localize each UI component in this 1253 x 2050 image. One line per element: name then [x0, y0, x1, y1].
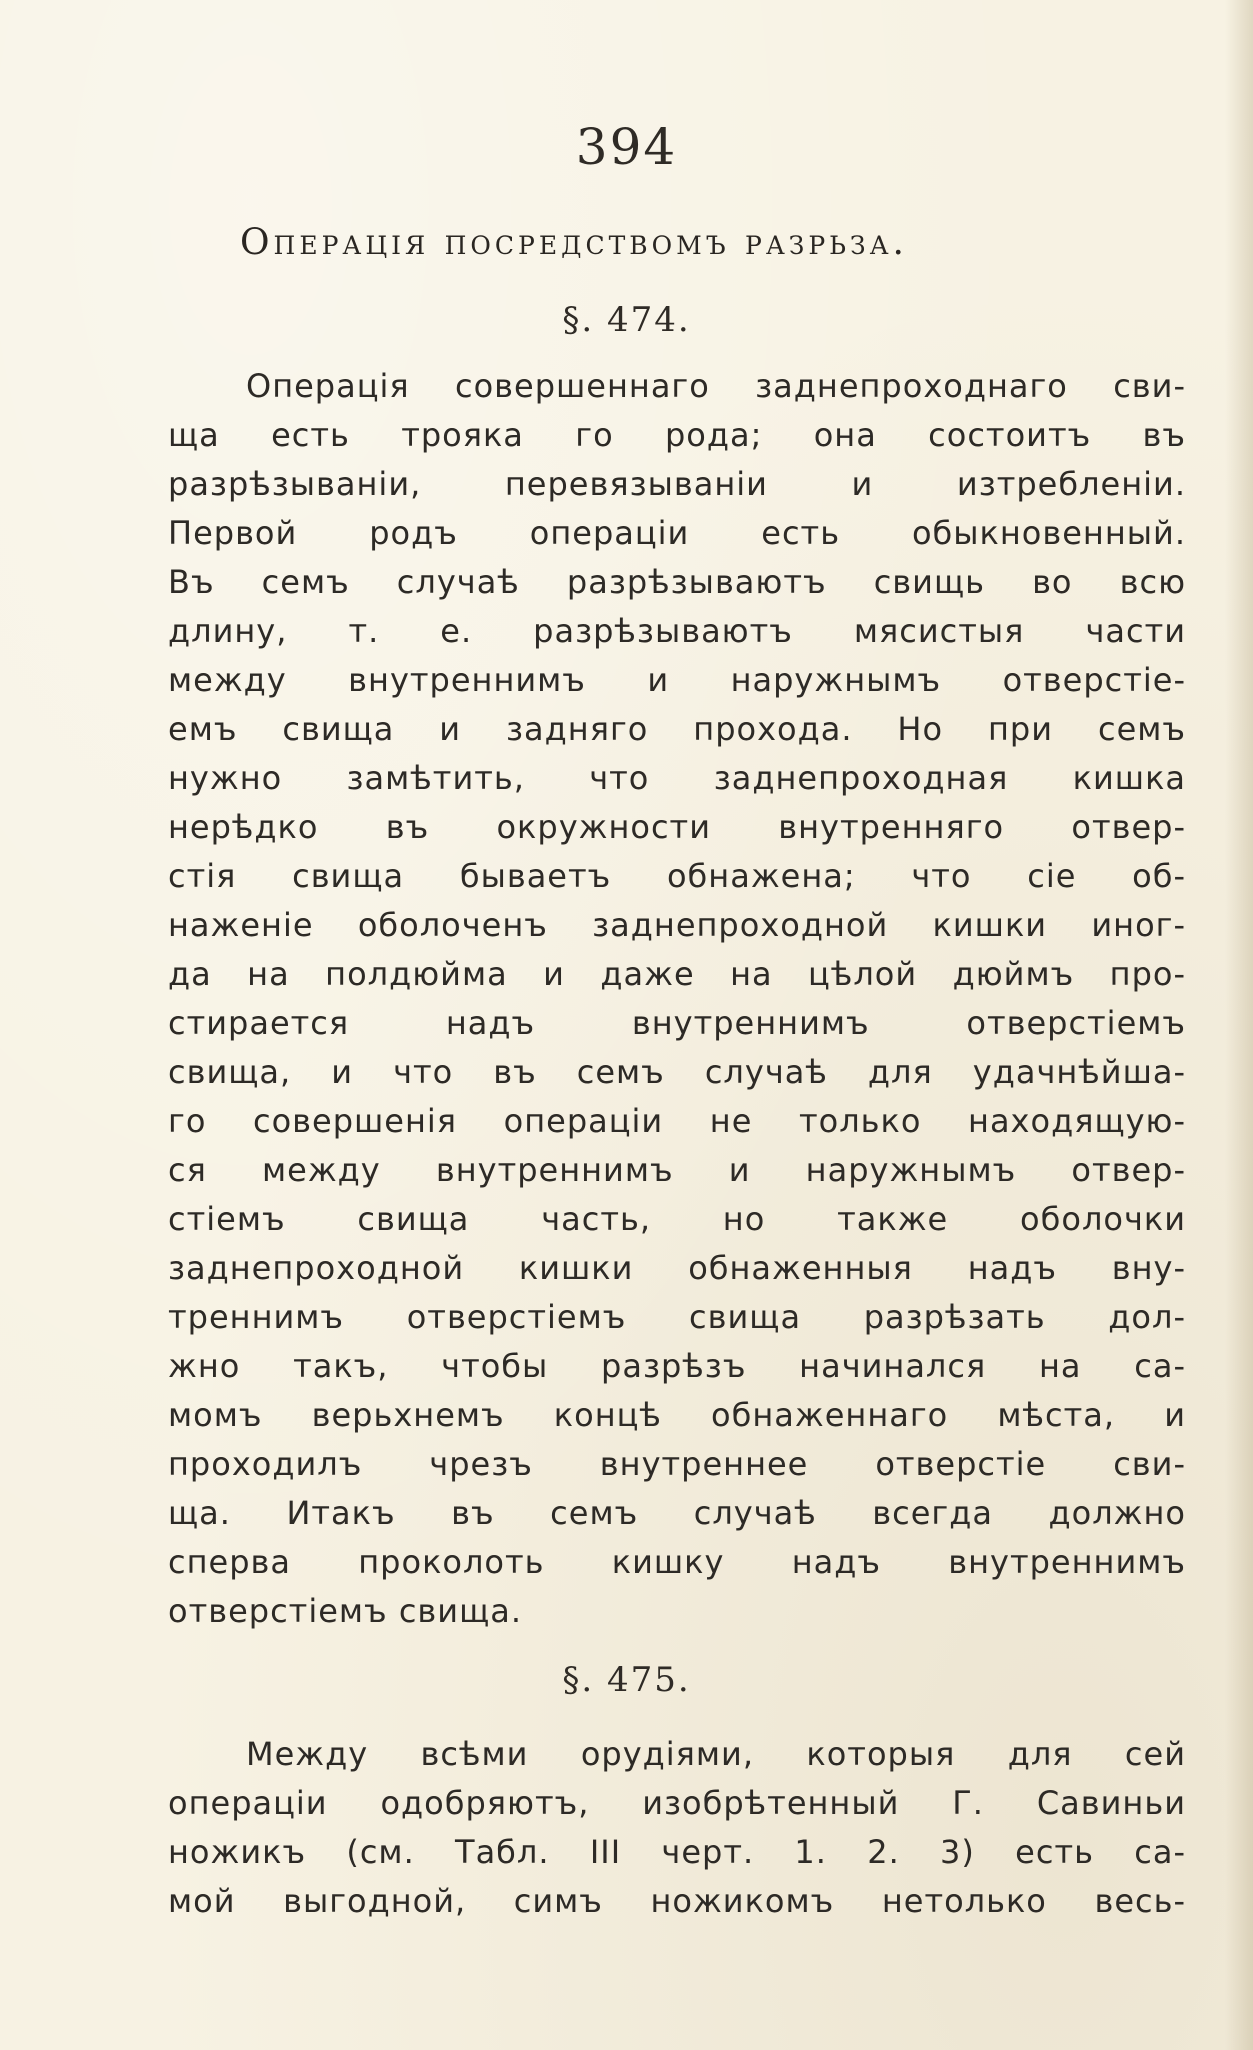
text-line: стія свища бываетъ обнажена; что сіе об- [168, 857, 1186, 895]
text-line: Первой родъ операціи есть обыкновенный. [168, 514, 1186, 552]
text-line: ща. Итакъ въ семъ случаѣ всегда должно [168, 1494, 1186, 1532]
text-line: наженіе оболоченъ заднепроходной кишки иног- [168, 906, 1186, 944]
text-line: го совершенія операціи не только находящую- [168, 1102, 1186, 1140]
text-line: емъ свища и задняго прохода. Но при семъ [168, 710, 1186, 748]
section-mark-475: §. 475. [562, 1660, 691, 1700]
text-line: сперва проколоть кишку надъ внутреннимъ [168, 1543, 1186, 1581]
text-line: между внутреннимъ и наружнымъ отверстіе- [168, 661, 1186, 699]
text-line: ся между внутреннимъ и наружнымъ отвер- [168, 1151, 1186, 1189]
text-line: ща есть трояка го рода; она состоитъ въ [168, 416, 1186, 454]
section-mark-474: §. 474. [562, 300, 691, 340]
text-line: нерѣдко въ окружности внутренняго отвер- [168, 808, 1186, 846]
text-line: заднепроходной кишки обнаженныя надъ вну- [168, 1249, 1186, 1287]
text-line: ножикъ (см. Табл. III черт. 1. 2. 3) есть са- [168, 1833, 1186, 1871]
text-line: Въ семъ случаѣ разрѣзываютъ свищь во всю [168, 563, 1186, 601]
text-line: Операція совершеннаго заднепроходнаго сви- [246, 367, 1186, 405]
text-line: да на полдюйма и даже на цѣлой дюймъ про- [168, 955, 1186, 993]
text-line: мой выгодной, симъ ножикомъ нетолько весь- [168, 1882, 1186, 1920]
text-line: проходилъ чрезъ внутреннее отверстіе сви- [168, 1445, 1186, 1483]
paragraph-474 [168, 362, 1186, 1636]
text-line: стіемъ свища часть, но также оболочки [168, 1200, 1186, 1238]
text-line: нужно замѣтить, что заднепроходная кишка [168, 759, 1186, 797]
text-line: отверстіемъ свища. [168, 1592, 522, 1630]
chapter-heading: Операція посредствомъ разрьза. [240, 222, 908, 263]
text-line: разрѣзываніи, перевязываніи и изтребленіи. [168, 465, 1186, 503]
text-line: момъ верьхнемъ концѣ обнаженнаго мѣста, и [168, 1396, 1186, 1434]
text-line: Между всѣми орудіями, которыя для сей [246, 1735, 1186, 1773]
text-line: жно такъ, чтобы разрѣзъ начинался на са- [168, 1347, 1186, 1385]
text-line: стирается надъ внутреннимъ отверстіемъ [168, 1004, 1186, 1042]
page-number: 394 [575, 118, 678, 176]
text-line: операціи одобряютъ, изобрѣтенный Г. Савиньи [168, 1784, 1186, 1822]
text-line: треннимъ отверстіемъ свища разрѣзать дол- [168, 1298, 1186, 1336]
text-line: длину, т. е. разрѣзываютъ мясистыя части [168, 612, 1186, 650]
text-line: свища, и что въ семъ случаѣ для удачнѣйша- [168, 1053, 1186, 1091]
paragraph-475 [168, 1730, 1186, 1926]
